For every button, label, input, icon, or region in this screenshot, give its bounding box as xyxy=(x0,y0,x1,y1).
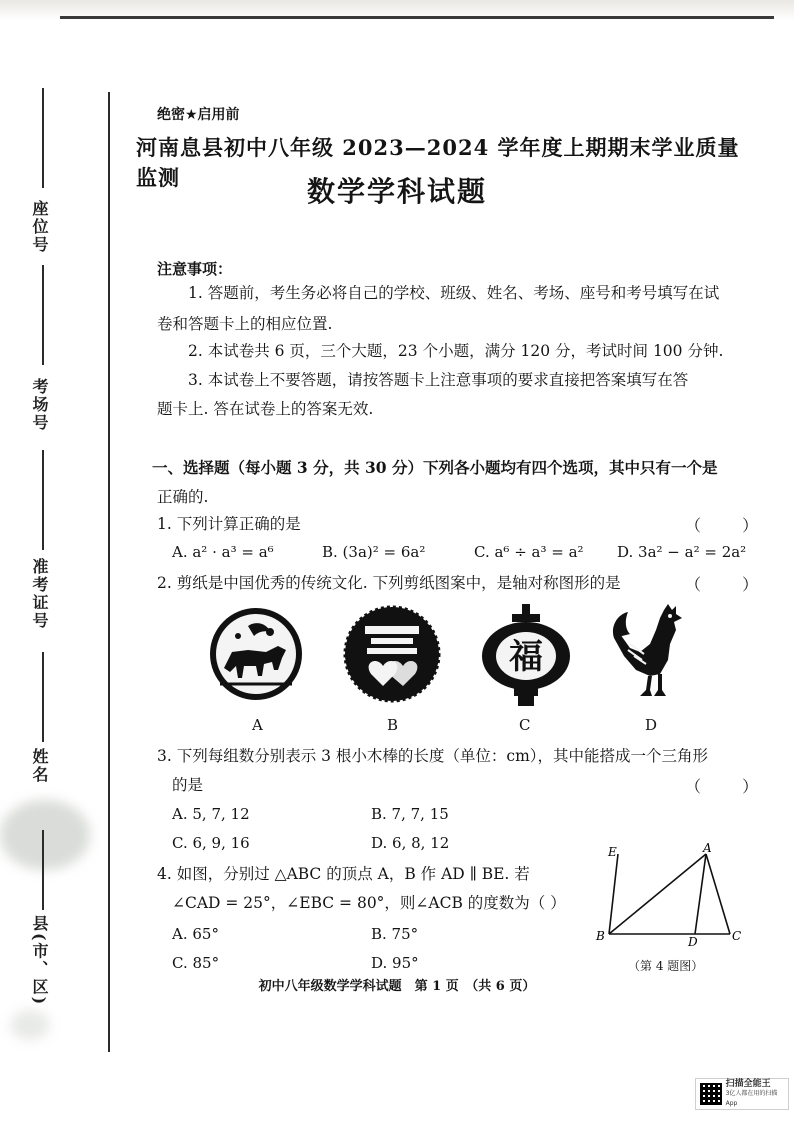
margin-rule xyxy=(42,652,44,742)
q2-label-d: D xyxy=(645,716,658,734)
q4-stem: 4. 如图，分别过 △ABC 的顶点 A，B 作 AD ∥ BE. 若 xyxy=(157,865,530,883)
county-label: 县(市、区) xyxy=(30,915,49,1007)
q2-label-c: C xyxy=(519,716,531,734)
subject-title: 数学学科试题 xyxy=(306,175,487,208)
line-ab xyxy=(609,854,706,934)
point-d: D xyxy=(688,935,698,948)
note-line: 题卡上. 答在试卷上的答案无效. xyxy=(157,400,374,418)
qr-code-icon xyxy=(700,1083,722,1105)
seat-number-label: 座位号 xyxy=(30,200,49,254)
q2-answer-blank: （ ） xyxy=(685,575,777,594)
exam-room-label: 考场号 xyxy=(30,378,49,432)
note-line: 卷和答题卡上的相应位置. xyxy=(157,315,333,333)
line-be xyxy=(609,854,618,934)
paper-stain xyxy=(10,1010,50,1040)
name-label: 姓名 xyxy=(30,748,49,784)
paper-stain xyxy=(0,800,90,870)
section-intro: 一、选择题（每小题 3 分，共 30 分）下列各小题均有四个选项，其中只有一个是 xyxy=(152,458,718,477)
line-ad xyxy=(695,854,706,934)
q2-label-a: A xyxy=(252,716,263,734)
q1-stem: 1. 下列计算正确的是 xyxy=(157,515,301,533)
q4-option-a: A. 65° xyxy=(172,925,219,943)
q3-stem-cont: 的是 xyxy=(172,776,204,794)
point-a: A xyxy=(703,841,712,855)
q3-stem: 3. 下列每组数分别表示 3 根小木棒的长度（单位：cm），其中能搭成一个三角形 xyxy=(157,747,709,765)
scanner-watermark-badge xyxy=(695,1078,789,1110)
page-footer: 初中八年级数学学科试题 第 1 页 （共 6 页） xyxy=(258,979,536,994)
q2-label-b: B xyxy=(387,716,399,734)
line-ac xyxy=(706,854,730,934)
admission-number-label: 准考证号 xyxy=(30,558,49,630)
note-line: 2. 本试卷共 6 页，三个大题，23 个小题，满分 120 分，考试时间 100 分钟. xyxy=(188,342,724,360)
scanner-app-name: 扫描全能王 xyxy=(725,1079,771,1089)
secret-tag: 绝密★启用前 xyxy=(157,107,240,123)
papercut-fortune-lantern-image xyxy=(478,604,574,706)
q1-option-c: C. a⁶ ÷ a³ = a² xyxy=(474,543,584,561)
q4-option-b: B. 75° xyxy=(371,925,419,943)
q4-stem-cont: ∠CAD = 25°，∠EBC = 80°，则∠ACB 的度数为（ ） xyxy=(172,894,566,912)
q4-triangle-figure xyxy=(592,840,752,948)
section-intro-cont: 正确的. xyxy=(157,488,209,506)
q3-option-b: B. 7, 7, 15 xyxy=(371,805,449,823)
papercut-ox-image xyxy=(208,606,304,702)
papercut-double-happiness-image xyxy=(343,604,441,704)
notes-heading: 注意事项： xyxy=(157,260,233,278)
papercut-rooster-image xyxy=(610,604,690,700)
q3-option-a: A. 5, 7, 12 xyxy=(172,805,250,823)
scanner-tagline: 3亿人都在用的扫描App xyxy=(725,1090,778,1107)
margin-rule xyxy=(42,830,44,910)
q3-option-c: C. 6, 9, 16 xyxy=(172,834,250,852)
q2-stem: 2. 剪纸是中国优秀的传统文化. 下列剪纸图案中，是轴对称图形的是 xyxy=(157,574,621,592)
q1-option-d: D. 3a² − a² = 2a² xyxy=(617,543,747,561)
q4-option-c: C. 85° xyxy=(172,954,220,972)
q4-figure-caption: （第 4 题图） xyxy=(628,959,704,973)
exam-title: 河南息县初中八年级 2023—2024 学年度上期期末学业质量监测 xyxy=(136,135,740,190)
q3-answer-blank: （ ） xyxy=(685,777,777,796)
point-c: C xyxy=(732,929,742,943)
binding-line xyxy=(108,92,110,1052)
q1-option-b: B. (3a)² = 6a² xyxy=(322,543,426,561)
note-line: 3. 本试卷上不要答题，请按答题卡上注意事项的要求直接把答案填写在答 xyxy=(188,371,689,389)
q4-option-d: D. 95° xyxy=(371,954,419,972)
fu-character: 福 xyxy=(509,637,543,677)
margin-rule xyxy=(42,450,44,550)
q1-option-a: A. a² · a³ = a⁶ xyxy=(172,543,274,561)
q3-option-d: D. 6, 8, 12 xyxy=(371,834,450,852)
margin-rule xyxy=(42,265,44,365)
point-b: B xyxy=(596,929,605,943)
q1-answer-blank: （ ） xyxy=(685,516,777,535)
note-line: 1. 答题前，考生务必将自己的学校、班级、姓名、考场、座号和考号填写在试 xyxy=(188,284,720,302)
scan-edge-line xyxy=(60,16,774,19)
point-e: E xyxy=(608,845,617,859)
